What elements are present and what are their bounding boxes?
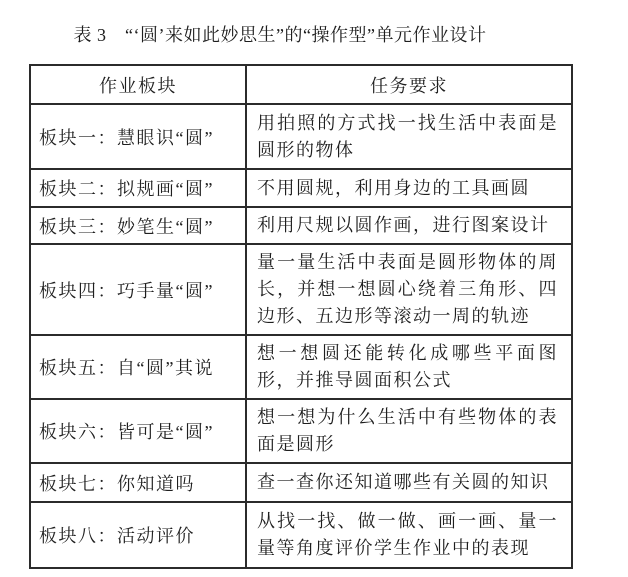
module-cell: 板块一：慧眼识“圆” (30, 104, 246, 169)
homework-design-table (29, 64, 573, 569)
header-module: 作业板块 (30, 65, 246, 104)
header-row (30, 65, 572, 104)
module-cell: 板块四：巧手量“圆” (30, 244, 246, 335)
table-row (30, 335, 572, 399)
table-row (30, 207, 572, 244)
table-row (30, 502, 572, 568)
task-cell: 利用尺规以圆作画，进行图案设计 (246, 207, 572, 244)
module-cell: 板块六：皆可是“圆” (30, 399, 246, 463)
task-cell: 想一想为什么生活中有些物体的表面是圆形 (246, 399, 572, 463)
module-cell: 板块八：活动评价 (30, 502, 246, 568)
module-cell: 板块五：自“圆”其说 (30, 335, 246, 399)
task-cell: 量一量生活中表面是圆形物体的周长，并想一想圆心绕着三角形、四边形、五边形等滚动一周的轨迹 (246, 244, 572, 335)
task-cell: 想一想圆还能转化成哪些平面图形，并推导圆面积公式 (246, 335, 572, 399)
table-row (30, 244, 572, 335)
table-row (30, 169, 572, 207)
module-cell: 板块二：拟规画“圆” (30, 169, 246, 207)
table-row (30, 399, 572, 463)
table-row (30, 104, 572, 169)
task-cell: 从找一找、做一做、画一画、量一量等角度评价学生作业中的表现 (246, 502, 572, 568)
header-task: 任务要求 (246, 65, 572, 104)
task-cell: 查一查你还知道哪些有关圆的知识 (246, 463, 572, 502)
table-row (30, 463, 572, 502)
module-cell: 板块三：妙笔生“圆” (30, 207, 246, 244)
task-cell: 不用圆规，利用身边的工具画圆 (246, 169, 572, 207)
table-caption: 表 3 “‘圆’来如此妙思生”的“操作型”单元作业设计 (73, 25, 487, 45)
module-cell: 板块七：你知道吗 (30, 463, 246, 502)
task-cell: 用拍照的方式找一找生活中表面是圆形的物体 (246, 104, 572, 169)
